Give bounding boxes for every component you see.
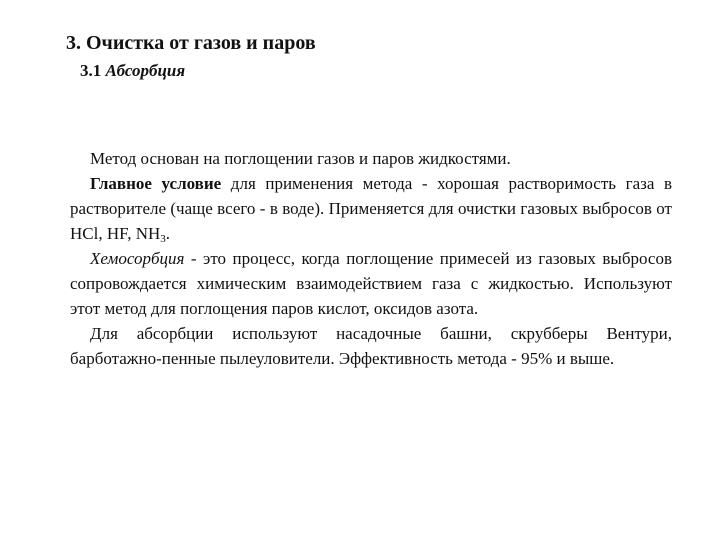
subsection-title: Абсорбция [105, 61, 186, 80]
subscript-3: 3 [160, 233, 166, 245]
paragraph-main-condition [70, 171, 672, 246]
chemisorption-text: - это процесс, когда поглощение примесей из газовых выбросов сопровождается химическим взаимодействием газа с жидкостью. Используют этот метод для поглощения паров кислот, оксидов азота. [70, 249, 672, 318]
subsection-number: 3.1 [80, 61, 102, 80]
paragraph-chemisorption [70, 246, 672, 321]
section-heading: 3. Очистка от газов и паров [66, 32, 316, 54]
paragraph-method: Метод основан на поглощении газов и паров жидкостями. [90, 149, 511, 168]
subsection-heading [80, 61, 185, 81]
body-text [70, 146, 672, 371]
term-main-condition: Главное условие [90, 174, 222, 193]
main-condition-text: для применения метода - хорошая растворимость газа в растворителе (чаще всего - в воде). Применяется для очистки газовых выбросов от HCl, HF, NH [70, 174, 672, 243]
paragraph-equipment: Для абсорбции используют насадочные башни, скрубберы Вентури, барботажно-пенные пылеуловители. Эффективность метода - 95% и выше. [70, 324, 672, 368]
main-condition-end: . [165, 224, 171, 243]
term-chemisorption: Хемосорбция [90, 249, 185, 268]
